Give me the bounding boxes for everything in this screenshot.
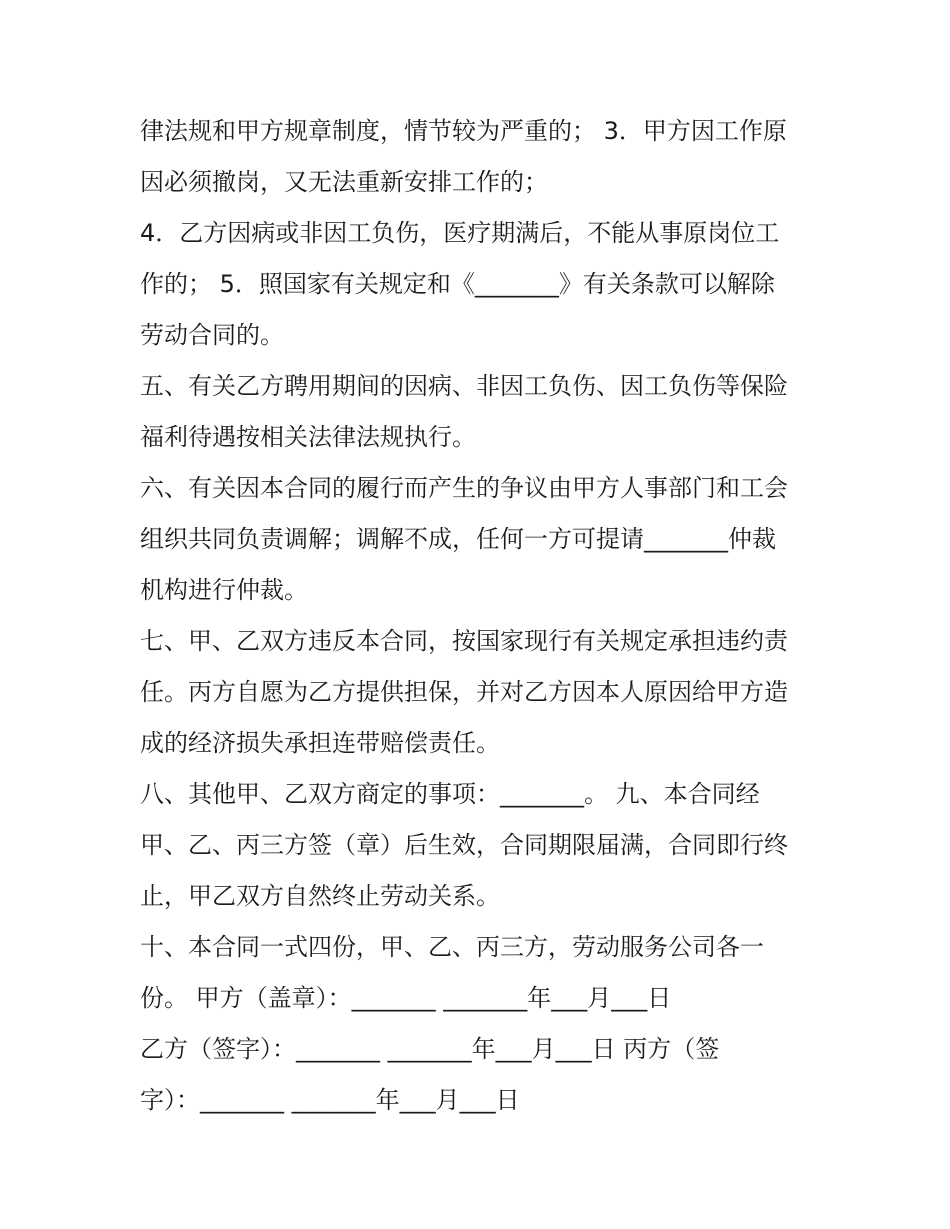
clause-10-line-1: 十、本合同一式四份，甲、乙、丙三方，劳动服务公司各一: [140, 933, 764, 961]
text-line-5: 劳动合同的。: [140, 321, 284, 349]
text-line-2: 因必须撤岗，又无法重新安排工作的；: [140, 168, 548, 196]
clause-6-line-2: 组织共同负责调解；调解不成，任何一方可提请_______仲裁: [140, 525, 776, 553]
signature-party-c: 字）：_______ _______年___月___日: [140, 1086, 520, 1114]
clause-7-line-1: 七、甲、乙双方违反本合同，按国家现行有关规定承担违约责: [140, 627, 788, 655]
clause-8-line-1: 八、其他甲、乙双方商定的事项：_______。 九、本合同经: [140, 780, 760, 808]
text-line-1: 律法规和甲方规章制度，情节较为严重的； 3．甲方因工作原: [140, 117, 787, 145]
text-line-3: 4．乙方因病或非因工负伤，医疗期满后，不能从事原岗位工: [140, 219, 780, 247]
clause-9-line-1: 甲、乙、丙三方签（章）后生效，合同期限届满，合同即行终: [140, 831, 788, 859]
clause-7-line-3: 成的经济损失承担连带赔偿责任。: [140, 729, 500, 757]
signature-party-a: 份。 甲方（盖章）：_______ _______年___月___日: [140, 984, 672, 1012]
clause-9-line-2: 止，甲乙双方自然终止劳动关系。: [140, 882, 500, 910]
clause-5-line-2: 福利待遇按相关法律法规执行。: [140, 423, 476, 451]
contract-text: [140, 106, 830, 1126]
clause-5-line-1: 五、有关乙方聘用期间的因病、非因工负伤、因工负伤等保险: [140, 372, 788, 400]
clause-6-line-1: 六、有关因本合同的履行而产生的争议由甲方人事部门和工会: [140, 474, 788, 502]
clause-7-line-2: 任。丙方自愿为乙方提供担保，并对乙方因本人原因给甲方造: [140, 678, 788, 706]
text-line-4: 作的； 5．照国家有关规定和《_______》有关条款可以解除: [140, 270, 775, 298]
clause-6-line-3: 机构进行仲裁。: [140, 576, 308, 604]
signature-party-b: 乙方（签字）：_______ _______年___月___日 丙方（签: [140, 1035, 720, 1063]
